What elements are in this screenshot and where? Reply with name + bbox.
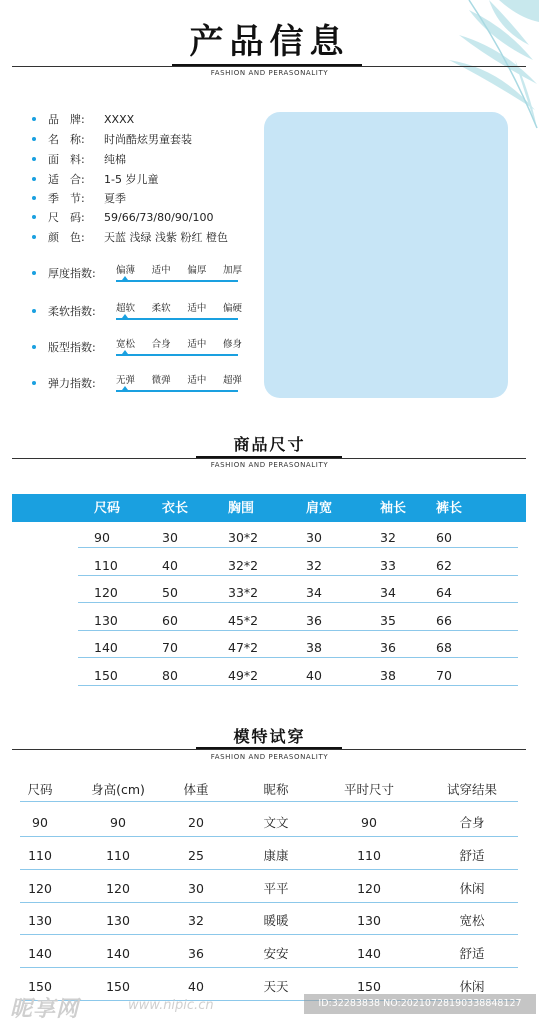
- model-table-row-line: [20, 967, 518, 968]
- watermark-logo: 昵享网: [10, 997, 80, 1022]
- model-table-cell: 40: [188, 979, 204, 994]
- page-title: 产品信息: [189, 22, 350, 62]
- info-label: 尺 码:: [48, 211, 85, 224]
- size-table-cell: 33: [380, 557, 396, 573]
- index-label: [32, 265, 96, 281]
- info-row: [32, 208, 214, 226]
- size-table-cell: 36: [306, 612, 322, 628]
- info-label: 品 牌:: [48, 113, 85, 126]
- model-table-cell: 150: [357, 979, 381, 994]
- info-value: 59/66/73/80/90/100: [104, 210, 214, 224]
- model-section-title: 模特试穿: [233, 727, 306, 746]
- index-label: [32, 375, 96, 391]
- model-table-cell: 120: [106, 880, 130, 896]
- size-table-row-line: [78, 630, 518, 631]
- info-row: [32, 130, 192, 148]
- size-table-row-line: [78, 575, 518, 576]
- model-divider: [12, 749, 526, 750]
- header-tagline: FASHION AND PERASONALITY: [210, 69, 329, 77]
- size-table-cell: 32*2: [228, 557, 259, 573]
- index-option: 柔软: [151, 303, 171, 314]
- size-table-row-line: [78, 547, 518, 548]
- size-table-cell: 45*2: [228, 612, 259, 628]
- model-table-cell: 90: [32, 815, 48, 830]
- size-table-cell: 36: [380, 640, 396, 655]
- index-option: 宽松: [116, 339, 136, 350]
- info-value: 1-5 岁儿童: [104, 173, 159, 186]
- size-table-cell: 32: [380, 530, 396, 545]
- model-table-header-cell: 试穿结果: [446, 782, 497, 797]
- model-table-cell: 36: [188, 946, 204, 962]
- size-table-cell: 30: [306, 530, 322, 545]
- model-table-cell: 康康: [263, 847, 289, 863]
- bullet-dot: [32, 381, 36, 385]
- size-table-cell: 50: [162, 585, 178, 600]
- model-table-cell: 150: [106, 979, 130, 994]
- size-table-cell: 33*2: [228, 585, 259, 600]
- watermark-url: www.nipic.cn: [128, 998, 214, 1013]
- size-table-cell: 38: [306, 640, 322, 655]
- model-table-header-cell: 体重: [183, 782, 209, 797]
- index-options: [116, 372, 242, 386]
- index-line: [116, 318, 238, 320]
- info-label: 面 料:: [48, 153, 85, 166]
- index-label-text: 柔软指数:: [48, 305, 96, 318]
- index-line: [116, 390, 238, 392]
- size-table-row-line: [78, 657, 518, 658]
- index-option: 合身: [151, 339, 171, 350]
- size-table-cell: 30*2: [228, 530, 259, 545]
- model-table-row-line: [20, 902, 518, 903]
- size-table-cell: 60: [162, 612, 178, 628]
- model-table-cell: 天天: [263, 979, 289, 994]
- info-row: [32, 189, 126, 207]
- bullet-dot: [32, 271, 36, 275]
- model-table-cell: 休闲: [459, 979, 485, 994]
- model-table-cell: 舒适: [459, 946, 485, 962]
- index-option: 适中: [187, 339, 207, 350]
- size-table-cell: 110: [94, 557, 118, 573]
- index-option: 超软: [116, 303, 136, 314]
- model-table-row-line: [20, 869, 518, 870]
- index-label: [32, 339, 96, 355]
- model-table-cell: 110: [28, 847, 52, 863]
- index-line: [116, 280, 238, 282]
- index-option: 适中: [151, 265, 171, 276]
- index-option: 加厚: [222, 265, 242, 276]
- index-option: 偏薄: [116, 265, 136, 276]
- image-id-badge: ID:32283838 NO:20210728190338848127: [304, 994, 536, 1014]
- model-table-cell: 110: [106, 847, 130, 863]
- info-row: [32, 150, 126, 168]
- model-table-cell: 140: [357, 946, 381, 962]
- info-row: [32, 110, 134, 128]
- info-row: [32, 170, 158, 188]
- product-photo-placeholder: [264, 112, 508, 398]
- model-table-cell: 90: [361, 815, 377, 830]
- size-table-cell: 34: [306, 585, 322, 600]
- model-table-cell: 20: [188, 815, 204, 830]
- model-table-header-line: [20, 801, 518, 802]
- size-table-cell: 150: [94, 667, 118, 683]
- size-table-cell: 90: [94, 530, 110, 545]
- model-table-cell: 平平: [263, 880, 289, 896]
- model-table-cell: 150: [28, 979, 52, 994]
- size-table-cell: 68: [436, 640, 452, 655]
- index-options: [116, 336, 242, 350]
- size-tagline: FASHION AND PERASONALITY: [210, 461, 329, 469]
- model-table-cell: 暖暖: [263, 913, 289, 929]
- size-table-header-cell: 衣长: [162, 501, 189, 516]
- bullet-dot: [32, 309, 36, 313]
- size-table-cell: 80: [162, 667, 178, 683]
- size-table-header-cell: 裤长: [436, 501, 463, 516]
- model-table-cell: 30: [188, 880, 204, 896]
- size-table-cell: 35: [380, 612, 396, 628]
- model-table-cell: 130: [28, 913, 52, 929]
- bullet-dot: [32, 345, 36, 349]
- size-table-cell: 34: [380, 585, 396, 600]
- index-label-text: 版型指数:: [48, 341, 96, 354]
- size-table-cell: 64: [436, 585, 452, 600]
- model-table-header-cell: 身高(cm): [91, 782, 145, 797]
- size-table-cell: 120: [94, 585, 118, 600]
- bullet-dot: [32, 235, 36, 239]
- bullet-dot: [32, 177, 36, 181]
- model-table-cell: 25: [188, 847, 204, 863]
- index-option: 超弹: [222, 375, 242, 386]
- model-table-header-cell: 尺码: [27, 782, 53, 797]
- index-label: [32, 303, 96, 319]
- size-table-header-cell: 袖长: [380, 501, 407, 516]
- size-table-cell: 70: [162, 640, 178, 655]
- info-label: 颜 色:: [48, 231, 85, 244]
- size-table-header-cell: 胸围: [228, 501, 255, 516]
- size-table-cell: 40: [306, 667, 322, 683]
- model-table-cell: 120: [357, 880, 381, 896]
- model-table-cell: 合身: [459, 815, 485, 830]
- info-value: XXXX: [104, 112, 135, 126]
- index-option: 偏厚: [187, 265, 207, 276]
- model-table-cell: 130: [106, 913, 130, 929]
- size-table-cell: 40: [162, 557, 178, 573]
- model-table-cell: 110: [357, 847, 381, 863]
- model-table-cell: 文文: [263, 815, 289, 830]
- size-table-cell: 32: [306, 557, 322, 573]
- info-value: 时尚酷炫男童套装: [104, 133, 192, 146]
- model-table-cell: 140: [106, 946, 130, 962]
- model-table-cell: 32: [188, 913, 204, 929]
- model-table-cell: 130: [357, 913, 381, 929]
- size-table-row-line: [78, 602, 518, 603]
- model-table-header-cell: 昵称: [263, 782, 289, 797]
- size-table-cell: 130: [94, 612, 118, 628]
- index-options: [116, 262, 242, 276]
- index-option: 修身: [222, 339, 242, 350]
- size-table-cell: 38: [380, 667, 396, 683]
- size-table-row-line: [78, 685, 518, 686]
- size-table-header-cell: 肩宽: [306, 501, 333, 516]
- size-table-cell: 62: [436, 557, 452, 573]
- index-option: 适中: [187, 375, 207, 386]
- index-label-text: 厚度指数:: [48, 267, 96, 280]
- size-table-cell: 47*2: [228, 640, 259, 655]
- info-label: 名 称:: [48, 133, 85, 146]
- index-options: [116, 300, 242, 314]
- index-label-text: 弹力指数:: [48, 377, 96, 390]
- info-label: 季 节:: [48, 192, 85, 205]
- size-table-cell: 140: [94, 640, 118, 655]
- size-table-cell: 60: [436, 530, 452, 545]
- bullet-dot: [32, 157, 36, 161]
- size-table-cell: 70: [436, 667, 452, 683]
- index-line: [116, 354, 238, 356]
- info-label: 适 合:: [48, 173, 85, 186]
- model-table-row-line: [20, 836, 518, 837]
- info-row: [32, 228, 228, 246]
- model-table-cell: 120: [28, 880, 52, 896]
- model-table-cell: 休闲: [459, 880, 485, 896]
- model-table-cell: 安安: [263, 946, 289, 962]
- bullet-dot: [32, 137, 36, 141]
- info-value: 纯棉: [104, 153, 126, 166]
- model-table-cell: 宽松: [459, 913, 485, 929]
- bullet-dot: [32, 215, 36, 219]
- model-table-row-line: [20, 934, 518, 935]
- size-table-cell: 30: [162, 530, 178, 545]
- index-option: 无弹: [116, 375, 136, 386]
- bullet-dot: [32, 117, 36, 121]
- model-table-cell: 90: [110, 815, 126, 830]
- size-table-cell: 66: [436, 612, 452, 628]
- index-option: 适中: [187, 303, 207, 314]
- header-divider: [12, 66, 526, 67]
- model-table-cell: 舒适: [459, 847, 485, 863]
- index-option: 偏硬: [222, 303, 242, 314]
- index-option: 微弹: [151, 375, 171, 386]
- size-divider: [12, 458, 526, 459]
- model-table-header-cell: 平时尺寸: [343, 782, 394, 797]
- size-section-title: 商品尺寸: [233, 435, 306, 454]
- info-value: 天蓝 浅绿 浅紫 粉红 橙色: [104, 231, 228, 244]
- model-table-cell: 140: [28, 946, 52, 962]
- info-value: 夏季: [104, 192, 126, 205]
- model-tagline: FASHION AND PERASONALITY: [210, 753, 329, 761]
- bullet-dot: [32, 196, 36, 200]
- size-table-header-cell: 尺码: [94, 501, 121, 516]
- size-table-cell: 49*2: [228, 667, 259, 683]
